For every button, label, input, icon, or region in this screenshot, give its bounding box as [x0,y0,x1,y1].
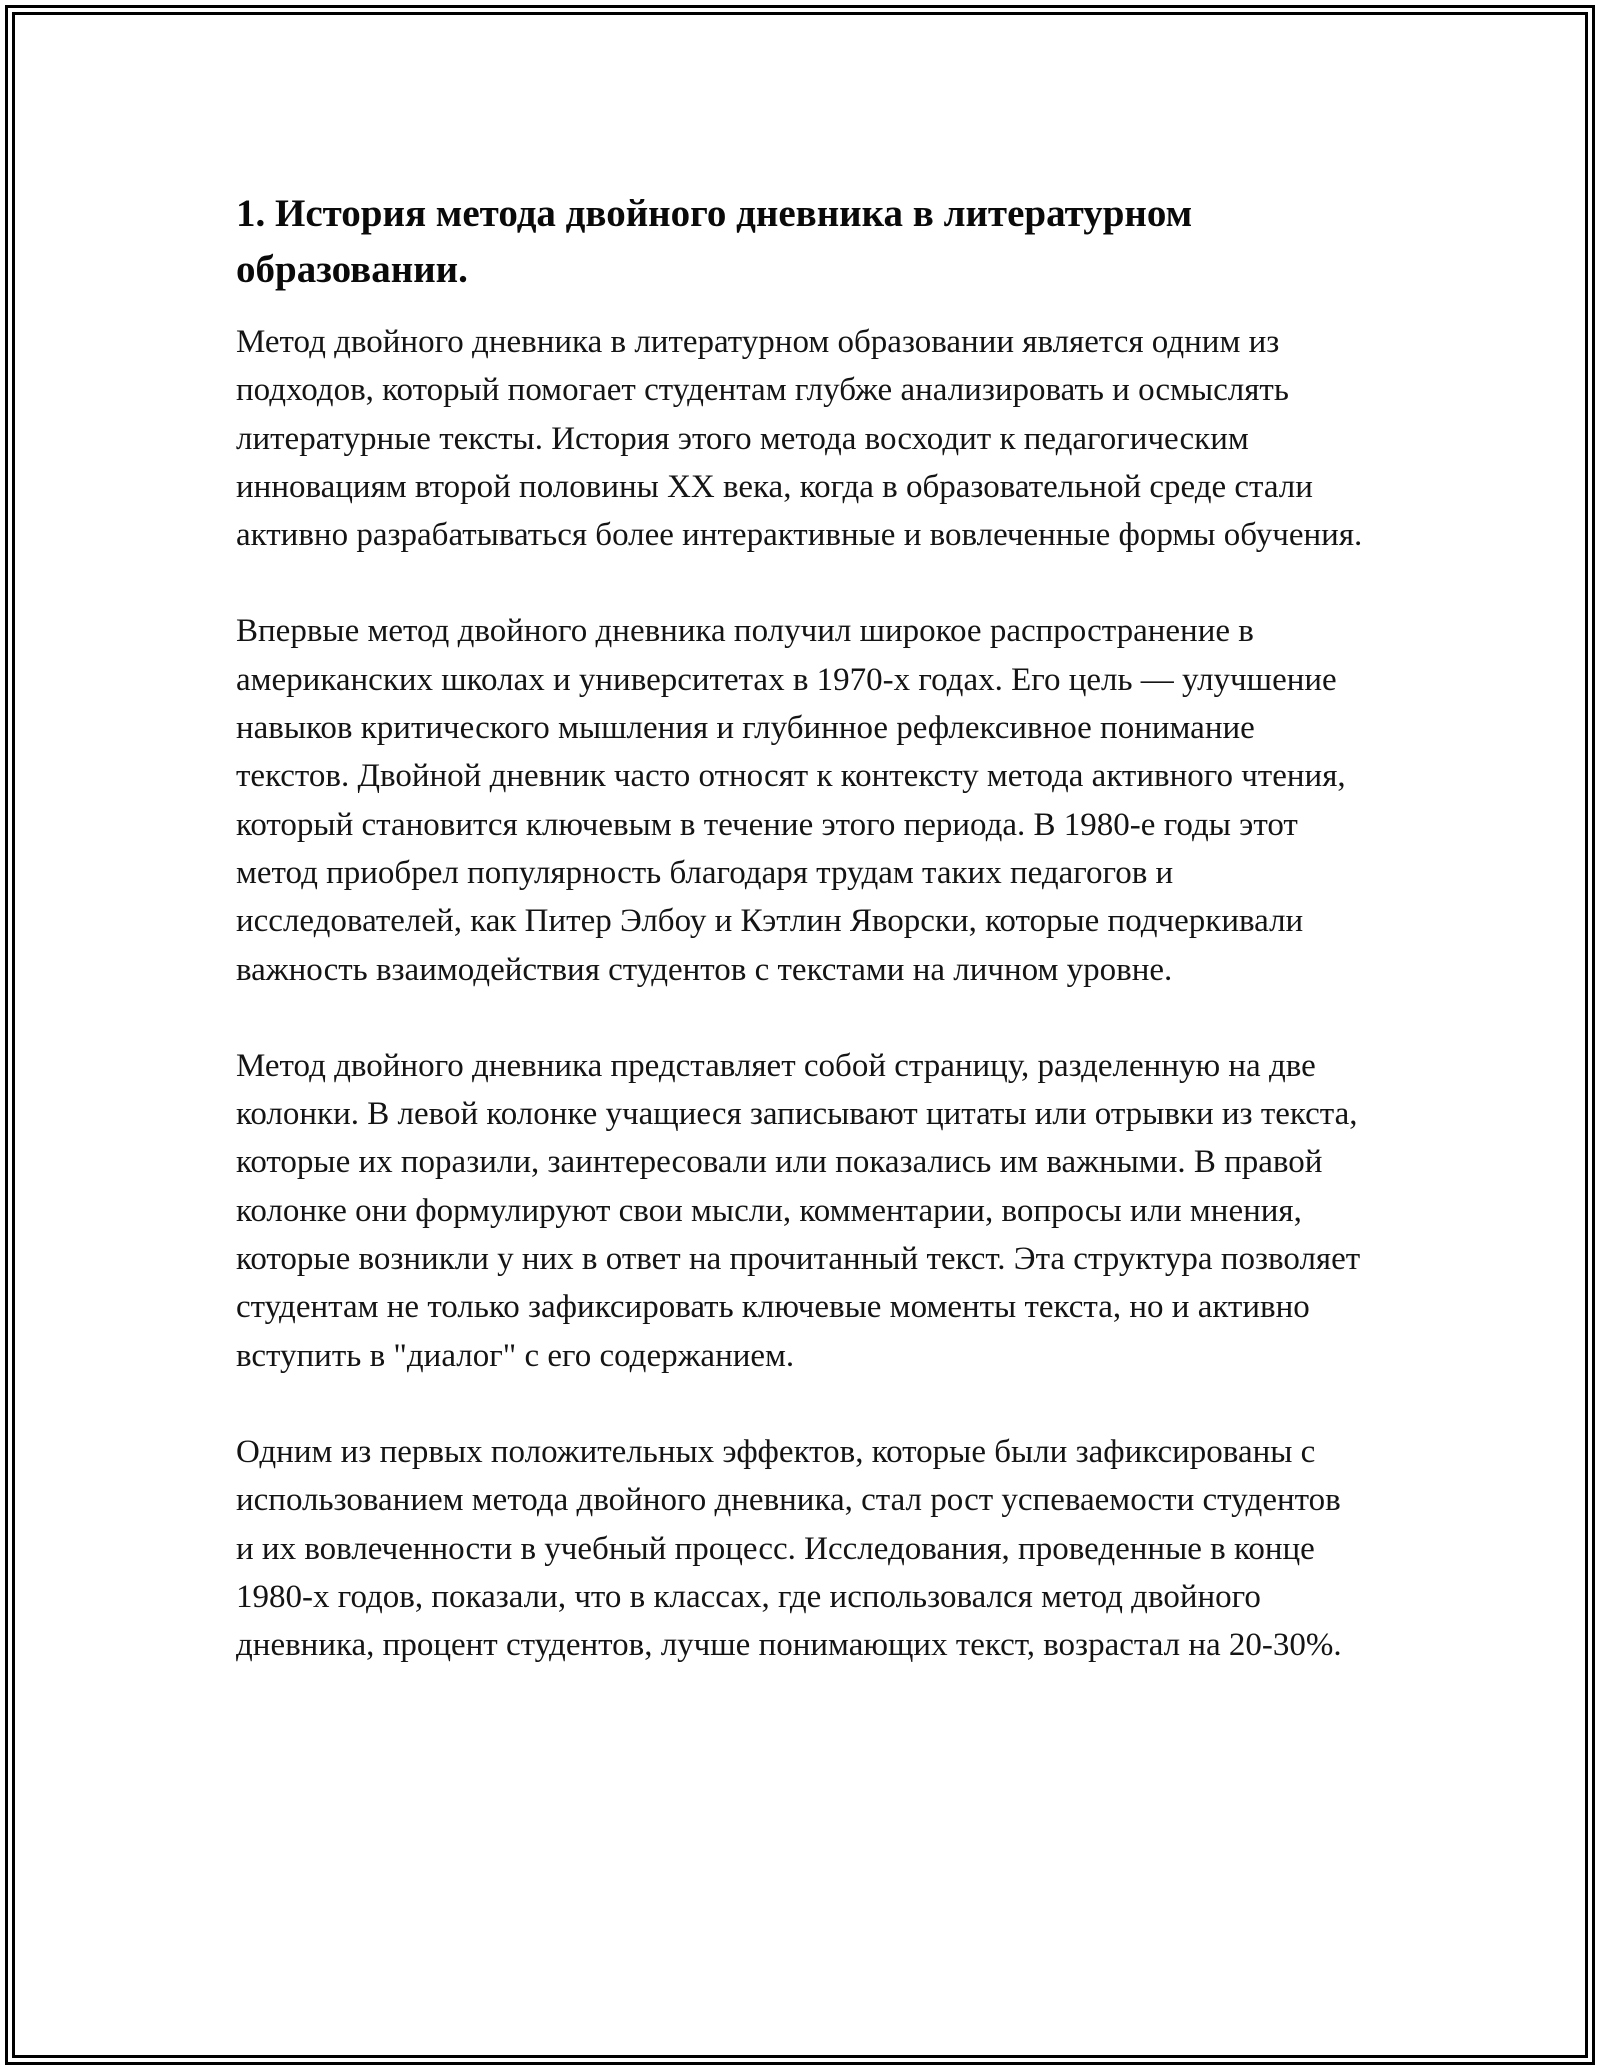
paragraph-4: Одним из первых положительных эффектов, которые были зафиксированы с использованием метода двойного дневника, стал рост успеваемости студентов и их вовлеченности в учебный процесс. Исследования, проведенные в конце 1980-х годов, показали, что в классах, где использовался метод двойного дневника, процент студентов, лучше понимающих текст, возрастал на 20-30%. [236,1433,1342,1664]
document-body [236,186,1366,1717]
paragraph-2: Впервые метод двойного дневника получил широкое распространение в американских школах и университетах в 1970-х годах. Его цель — улучшение навыков критического мышления и глубинное рефлексивное понимание текстов. Двойной дневник часто относят к контексту метода активного чтения, который становится ключевым в течение этого периода. В 1980-е годы этот метод приобрел популярность благодаря трудам таких педагогов и исследователей, как Питер Элбоу и Кэтлин Яворски, которые подчеркивали важность взаимодействия студентов с текстами на личном уровне. [236,613,1346,988]
paragraph-3: Метод двойного дневника представляет собой страницу, разделенную на две колонки. В левой колонке учащиеся записывают цитаты или отрывки из текста, которые их поразили, заинтересовали или показались им важными. В правой колонке они формулируют свои мысли, комментарии, вопросы или мнения, которые возникли у них в ответ на прочитанный текст. Эта структура позволяет студентам не только зафиксировать ключевые моменты текста, но и активно вступить в "диалог" с его содержанием. [236,1047,1361,1374]
paragraph-1: Метод двойного дневника в литературном образовании является одним из подходов, который помогает студентам глубже анализировать и осмыслять литературные тексты. История этого метода восходит к педагогическим инновациям второй половины XX века, когда в образовательной среде стали активно разрабатываться более интерактивные и вовлеченные формы обучения. [236,324,1363,554]
section-heading: 1. История метода двойного дневника в литературном образовании. [236,192,1193,291]
